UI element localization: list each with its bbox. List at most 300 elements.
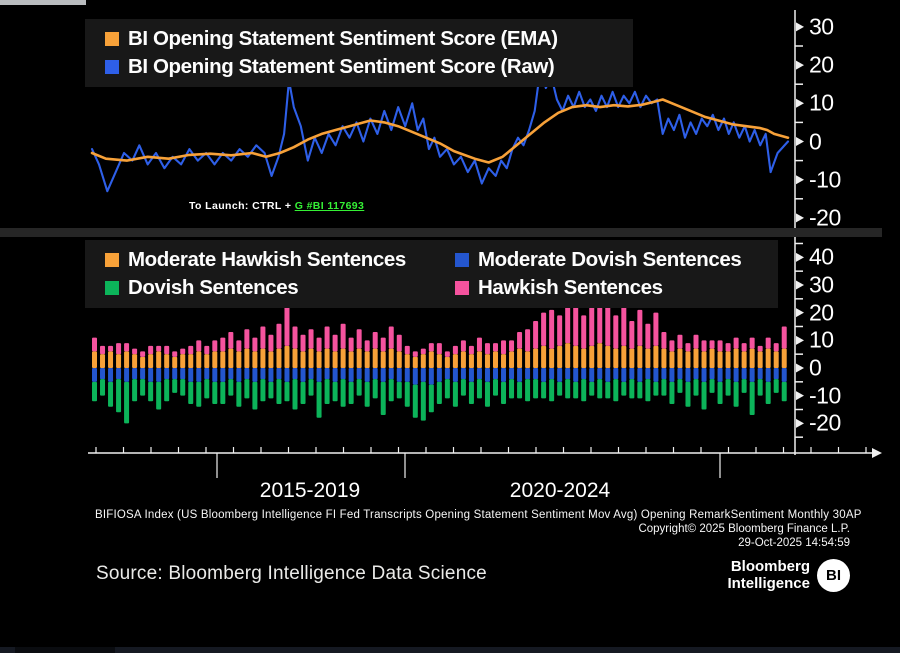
bar-segment <box>148 368 153 382</box>
bar-segment <box>645 349 650 368</box>
y-tick-label: 10 <box>809 326 834 353</box>
legend-label-ema: BI Opening Statement Sentiment Score (EMA) <box>128 27 558 50</box>
bar-segment <box>204 379 209 398</box>
bar-segment <box>92 351 97 368</box>
bar-segment <box>357 368 362 379</box>
bar-segment <box>405 382 410 407</box>
bar-segment <box>373 332 378 349</box>
y-tick-label: -10 <box>809 382 841 409</box>
bar-segment <box>124 382 129 424</box>
bar-segment <box>469 368 474 382</box>
bar-segment <box>445 379 450 398</box>
bar-segment <box>429 368 434 385</box>
bar-segment <box>677 335 682 349</box>
bar-segment <box>301 382 306 404</box>
bar-segment <box>397 351 402 368</box>
bar-segment <box>349 368 354 382</box>
bar-segment <box>252 338 257 352</box>
bar-segment <box>196 340 201 351</box>
bar-segment <box>172 357 177 368</box>
bar-segment <box>260 379 265 401</box>
bar-segment <box>100 354 105 368</box>
bar-segment <box>373 368 378 379</box>
bar-segment <box>533 321 538 349</box>
bar-segment <box>661 332 666 349</box>
y-tick-label: 20 <box>809 299 834 326</box>
bar-segment <box>268 351 273 368</box>
bar-segment <box>653 382 658 396</box>
bar-segment <box>220 351 225 368</box>
bar-segment <box>156 382 161 410</box>
bar-segment <box>453 354 458 368</box>
bar-segment <box>156 346 161 352</box>
major-tick-arrow <box>796 391 804 400</box>
bar-segment <box>453 368 458 382</box>
bar-segment <box>228 349 233 368</box>
bar-segment <box>381 382 386 415</box>
bar-segment <box>525 351 530 368</box>
bar-segment <box>180 368 185 379</box>
bar-segment <box>100 379 105 396</box>
bar-segment <box>100 368 105 379</box>
major-tick-arrow <box>796 308 804 317</box>
legend-item-hawkish[interactable] <box>455 274 778 302</box>
bar-segment <box>309 379 314 396</box>
bar-segment <box>533 349 538 368</box>
bar-segment <box>116 368 121 379</box>
bar-segment <box>405 354 410 368</box>
major-tick-arrow <box>796 280 804 289</box>
bar-segment <box>629 379 634 398</box>
bar-segment <box>365 368 370 382</box>
bar-segment <box>485 382 490 407</box>
source-line: Source: Bloomberg Intelligence Data Science <box>96 563 487 584</box>
bar-segment <box>637 382 642 399</box>
brand-line2: Intelligence <box>727 575 810 592</box>
major-tick-arrow <box>796 22 804 31</box>
bloomberg-intelligence-logo <box>700 558 810 592</box>
bar-segment <box>156 351 161 368</box>
bar-segment <box>589 346 594 368</box>
x-axis-label-2015-2019: 2015-2019 <box>259 479 361 502</box>
bar-segment <box>212 340 217 351</box>
bar-segment <box>493 351 498 368</box>
bar-segment <box>172 368 177 379</box>
bar-segment <box>132 354 137 368</box>
legend-item-moderate-dovish[interactable] <box>455 246 778 274</box>
bar-segment <box>196 351 201 368</box>
bar-segment <box>381 351 386 368</box>
bar-segment <box>341 324 346 349</box>
bar-segment <box>750 368 755 382</box>
y-tick-label: 0 <box>809 128 822 154</box>
bar-segment <box>517 349 522 368</box>
bar-segment <box>252 368 257 382</box>
y-tick-label: -20 <box>809 409 841 436</box>
bar-segment <box>581 315 586 348</box>
major-tick-arrow <box>796 61 804 70</box>
bar-segment <box>565 368 570 379</box>
y-tick-label: 10 <box>809 89 834 116</box>
bar-segment <box>421 354 426 368</box>
bar-segment <box>236 368 241 382</box>
bar-segment <box>605 368 610 382</box>
bar-segment <box>325 326 330 348</box>
bar-segment <box>204 346 209 354</box>
bar-segment <box>164 354 169 368</box>
bar-segment <box>710 349 715 368</box>
bar-segment <box>333 368 338 382</box>
major-tick-arrow <box>796 175 804 184</box>
bar-segment <box>581 349 586 368</box>
bar-segment <box>685 351 690 368</box>
bar-segment <box>453 382 458 407</box>
bar-segment <box>758 351 763 368</box>
bar-segment <box>742 368 747 379</box>
bar-segment <box>317 338 322 352</box>
bar-segment <box>349 351 354 368</box>
bar-segment <box>373 379 378 398</box>
bar-segment <box>357 329 362 348</box>
ema-swatch-icon <box>105 32 119 46</box>
bar-segment <box>734 382 739 407</box>
bar-segment <box>581 368 586 379</box>
y-tick-label: 40 <box>809 243 834 270</box>
bar-segment <box>718 340 723 351</box>
bar-segment <box>597 379 602 398</box>
bar-segment <box>766 349 771 368</box>
y-tick-label: 30 <box>809 271 834 298</box>
bar-segment <box>276 379 281 404</box>
bar-segment <box>140 351 145 357</box>
bar-segment <box>669 368 674 382</box>
bar-segment <box>445 351 450 357</box>
bar-segment <box>349 338 354 352</box>
bar-segment <box>276 324 281 349</box>
bar-segment <box>276 349 281 368</box>
bar-segment <box>573 382 578 399</box>
bar-segment <box>333 351 338 368</box>
bar-segment <box>637 368 642 382</box>
bar-segment <box>301 351 306 368</box>
bar-segment <box>188 368 193 382</box>
bar-segment <box>196 382 201 407</box>
top-legend <box>85 19 633 87</box>
bar-segment <box>124 351 129 368</box>
bar-segment <box>180 379 185 396</box>
bar-segment <box>766 338 771 349</box>
launch-command-link[interactable]: G #BI 117693 <box>294 200 365 212</box>
bar-segment <box>525 329 530 351</box>
bar-segment <box>742 351 747 368</box>
bar-segment <box>341 368 346 379</box>
bar-segment <box>621 304 626 346</box>
bar-segment <box>220 368 225 382</box>
bar-segment <box>477 379 482 398</box>
bar-segment <box>437 354 442 368</box>
bar-segment <box>236 382 241 407</box>
bar-segment <box>252 382 257 410</box>
bar-segment <box>677 379 682 393</box>
bar-segment <box>293 326 298 348</box>
bar-segment <box>726 351 731 368</box>
bar-segment <box>381 368 386 382</box>
bar-segment <box>164 379 169 401</box>
y-tick-label: 30 <box>809 13 834 40</box>
bar-segment <box>766 368 771 382</box>
bar-segment <box>365 382 370 407</box>
bar-segment <box>525 379 530 401</box>
y-tick-label: -10 <box>809 166 841 193</box>
bar-segment <box>485 368 490 382</box>
bar-segment <box>445 357 450 368</box>
bar-segment <box>694 349 699 368</box>
x-axis-arrow <box>872 448 882 458</box>
bar-segment <box>293 379 298 409</box>
bar-segment <box>509 379 514 398</box>
bar-segment <box>108 382 113 407</box>
bar-segment <box>413 385 418 418</box>
bar-segment <box>613 368 618 379</box>
bar-segment <box>525 368 530 379</box>
legend-label-moderate-dovish: Moderate Dovish Sentences <box>478 248 742 271</box>
bar-segment <box>621 368 626 382</box>
bar-segment <box>669 340 674 351</box>
bar-segment <box>573 346 578 368</box>
bar-segment <box>750 338 755 349</box>
bar-segment <box>557 368 562 382</box>
bar-segment <box>645 368 650 379</box>
bar-segment <box>509 340 514 351</box>
dovish-swatch-icon <box>105 281 119 295</box>
bar-segment <box>726 368 731 379</box>
bar-segment <box>661 379 666 396</box>
bar-segment <box>589 382 594 396</box>
bar-segment <box>669 382 674 404</box>
bar-segment <box>774 368 779 379</box>
major-tick-arrow <box>796 213 804 222</box>
bar-segment <box>389 349 394 368</box>
bar-segment <box>645 379 650 401</box>
bar-segment <box>509 368 514 379</box>
major-tick-arrow <box>796 253 804 262</box>
bar-segment <box>164 368 169 379</box>
taskbar-strip[interactable] <box>0 647 900 653</box>
bar-segment <box>629 321 634 349</box>
bar-segment <box>429 343 434 351</box>
bar-segment <box>461 351 466 368</box>
major-tick-arrow <box>796 364 804 373</box>
bar-segment <box>132 379 137 401</box>
bar-segment <box>236 340 241 351</box>
bar-segment <box>421 349 426 355</box>
brand-line1: Bloomberg <box>730 558 810 575</box>
bar-segment <box>557 346 562 368</box>
bar-segment <box>677 368 682 379</box>
bar-segment <box>333 382 338 401</box>
bar-segment <box>501 368 506 382</box>
bar-segment <box>702 368 707 382</box>
bar-segment <box>349 382 354 404</box>
bar-segment <box>309 368 314 379</box>
raw-swatch-icon <box>105 60 119 74</box>
bar-segment <box>212 351 217 368</box>
moderate-dovish-swatch-icon <box>455 253 469 267</box>
bar-segment <box>581 379 586 401</box>
legend-item-moderate-hawkish[interactable] <box>105 246 455 274</box>
window-edge-highlight <box>0 0 86 5</box>
bar-segment <box>782 349 787 368</box>
bar-segment <box>148 346 153 354</box>
bar-segment <box>493 343 498 351</box>
y-tick-label: 20 <box>809 51 834 78</box>
bar-segment <box>413 368 418 385</box>
major-tick-arrow <box>796 137 804 146</box>
bar-segment <box>718 368 723 382</box>
major-tick-arrow <box>796 99 804 108</box>
bar-segment <box>533 368 538 379</box>
bar-segment <box>533 379 538 398</box>
bar-segment <box>108 346 113 352</box>
bar-segment <box>164 346 169 354</box>
bar-segment <box>188 382 193 404</box>
bar-segment <box>212 368 217 382</box>
legend-label-moderate-hawkish: Moderate Hawkish Sentences <box>128 248 406 271</box>
bar-segment <box>477 351 482 368</box>
bar-segment <box>493 379 498 396</box>
bar-segment <box>284 346 289 368</box>
bar-segment <box>124 368 129 382</box>
bar-segment <box>718 382 723 404</box>
bar-segment <box>317 368 322 382</box>
bar-segment <box>653 346 658 368</box>
bar-segment <box>188 346 193 354</box>
bar-segment <box>429 385 434 413</box>
bar-segment <box>421 368 426 382</box>
bar-segment <box>645 324 650 349</box>
bar-segment <box>661 349 666 368</box>
bar-segment <box>637 346 642 368</box>
bar-segment <box>108 368 113 382</box>
taskbar-item[interactable] <box>15 647 115 653</box>
bar-segment <box>597 343 602 368</box>
bar-segment <box>244 329 249 348</box>
legend-item-raw[interactable] <box>105 53 633 81</box>
bar-segment <box>677 349 682 368</box>
moderate-hawkish-swatch-icon <box>105 253 119 267</box>
bar-segment <box>726 343 731 351</box>
bar-segment <box>477 338 482 352</box>
bar-segment <box>685 343 690 351</box>
bar-segment <box>549 310 554 349</box>
bar-segment <box>766 382 771 404</box>
bar-segment <box>758 346 763 352</box>
bar-segment <box>669 351 674 368</box>
bar-segment <box>774 351 779 368</box>
bar-segment <box>357 349 362 368</box>
bar-segment <box>653 313 658 346</box>
bar-segment <box>124 343 129 351</box>
bar-segment <box>373 349 378 368</box>
bar-segment <box>726 379 731 396</box>
bi-badge-icon: BI <box>817 559 850 592</box>
bar-segment <box>116 379 121 412</box>
bar-segment <box>180 349 185 355</box>
bar-segment <box>702 351 707 368</box>
bar-segment <box>228 332 233 349</box>
bar-segment <box>485 354 490 368</box>
bar-segment <box>421 382 426 421</box>
bar-segment <box>661 368 666 379</box>
bar-segment <box>621 346 626 368</box>
bar-segment <box>325 349 330 368</box>
bar-segment <box>301 368 306 382</box>
bar-segment <box>774 343 779 351</box>
bar-segment <box>437 382 442 404</box>
bar-segment <box>758 368 763 379</box>
bar-segment <box>196 368 201 382</box>
bar-segment <box>485 343 490 354</box>
bar-segment <box>774 379 779 393</box>
major-tick-arrow <box>796 419 804 428</box>
bar-segment <box>437 368 442 382</box>
bar-segment <box>718 351 723 368</box>
legend-item-dovish[interactable] <box>105 274 455 302</box>
y-tick-label: 0 <box>809 354 822 381</box>
bar-segment <box>685 382 690 407</box>
bar-segment <box>365 340 370 351</box>
bar-segment <box>782 368 787 382</box>
bar-segment <box>461 368 466 379</box>
bar-segment <box>589 302 594 346</box>
bar-segment <box>204 354 209 368</box>
bar-segment <box>702 340 707 351</box>
bar-segment <box>613 349 618 368</box>
bar-segment <box>597 368 602 379</box>
bar-segment <box>445 368 450 379</box>
bar-segment <box>220 338 225 352</box>
bar-segment <box>694 335 699 349</box>
bar-segment <box>309 349 314 368</box>
bar-segment <box>629 368 634 379</box>
bar-segment <box>92 338 97 352</box>
bar-segment <box>541 313 546 346</box>
bar-segment <box>605 346 610 368</box>
bar-segment <box>549 379 554 401</box>
bar-segment <box>621 382 626 396</box>
bar-segment <box>734 368 739 382</box>
bar-segment <box>276 368 281 379</box>
bar-segment <box>517 368 522 382</box>
bar-segment <box>782 382 787 401</box>
legend-label-raw: BI Opening Statement Sentiment Score (Raw) <box>128 55 555 78</box>
bar-segment <box>469 354 474 368</box>
legend-item-ema[interactable] <box>105 25 633 53</box>
bar-segment <box>212 382 217 404</box>
bar-segment <box>260 368 265 379</box>
bar-segment <box>605 307 610 346</box>
bar-segment <box>325 368 330 379</box>
bar-segment <box>293 349 298 368</box>
bar-segment <box>573 368 578 382</box>
bar-segment <box>557 382 562 396</box>
bar-segment <box>734 349 739 368</box>
index-description: BIFIOSA Index (US Bloomberg Intelligence FI Fed Transcripts Opening Statement Sentiment Mov Avg) Opening RemarkSentiment Monthly 30AP <box>95 509 862 521</box>
bar-segment <box>389 326 394 348</box>
x-axis-label-2020-2024: 2020-2024 <box>509 479 611 502</box>
bar-segment <box>469 382 474 404</box>
bar-segment <box>204 368 209 379</box>
